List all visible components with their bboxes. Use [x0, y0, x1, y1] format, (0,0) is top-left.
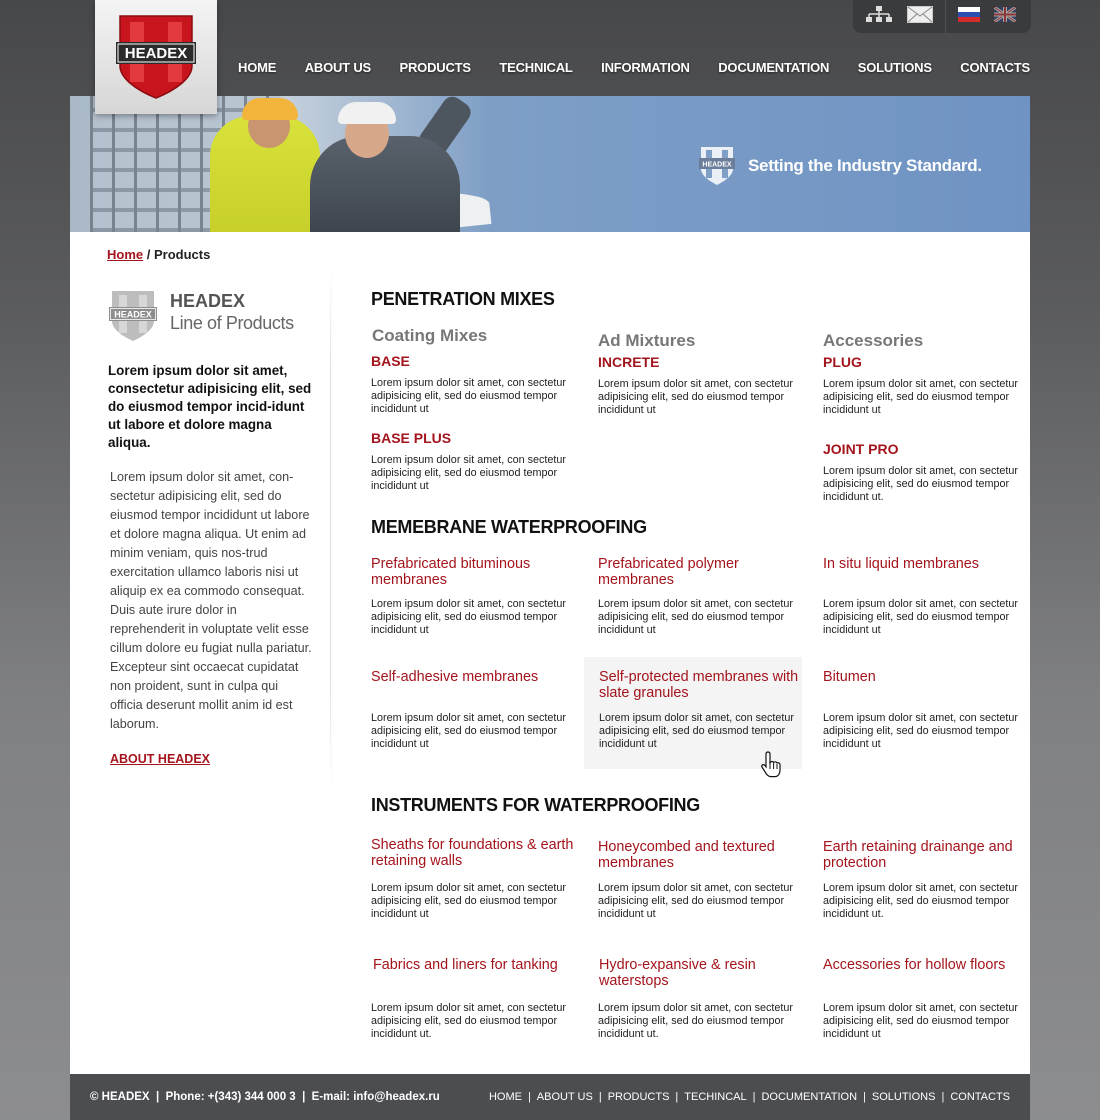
flag-ru-icon[interactable] — [958, 7, 980, 27]
footer-nav — [489, 1091, 1010, 1103]
nav-products[interactable]: PRODUCTS — [399, 60, 471, 75]
product-item[interactable] — [823, 354, 1028, 417]
sidebar-body: Lorem ipsum dolor sit amet, con-sectetur adipisicing elit, sed do eiusmod tempor incididunt ut labore et dolore magna aliqua. Ut enim ad minim veniam, quis nos-trud exercitation ullamco laboris nisi ut aliquip ex ea commodo consequat. Duis aute irure dolor in reprehenderit in voluptate velit esse cillum dolore eu fugiat nulla pariatur. Excepteur sint occaecat cupidatat non proident, sunt in culpa qui officia deserunt mollit anim id est laborum. — [110, 470, 312, 731]
column-head-admixtures: Ad Mixtures — [598, 331, 696, 350]
sidebar — [108, 290, 313, 768]
banner-worker-suit — [310, 136, 460, 232]
section-title-penetration: PENETRATION MIXES — [371, 289, 555, 309]
product-item[interactable] — [371, 669, 576, 751]
footer-link-products[interactable]: PRODUCTS — [607, 1091, 670, 1103]
footer-separator: | — [675, 1091, 679, 1103]
slogan-text: Setting the Industry Standard. — [748, 156, 982, 175]
product-title[interactable]: Accessories for hollow floors — [823, 957, 1006, 973]
about-headex-link[interactable]: ABOUT HEADEX — [110, 752, 211, 766]
product-desc: Lorem ipsum dolor sit amet, con sectetur adipisicing elit, sed do eiusmod tempor incididunt ut — [371, 454, 567, 492]
utility-group-languages — [946, 0, 1028, 33]
product-desc: Lorem ipsum dolor sit amet, con sectetur adipisicing elit, sed do eiusmod tempor incididunt ut — [371, 598, 567, 636]
product-title[interactable]: JOINT PRO — [823, 441, 899, 457]
banner-hardhat — [242, 98, 298, 120]
product-title[interactable]: Prefabricated bituminous membranes — [371, 556, 531, 588]
product-desc: Lorem ipsum dolor sit amet, con sectetur adipisicing elit, sed do eiusmod tempor incididunt ut. — [598, 1002, 794, 1040]
flag-uk-icon[interactable] — [994, 7, 1016, 27]
breadcrumb-current: Products — [153, 247, 211, 262]
product-title[interactable]: BASE PLUS — [371, 430, 452, 446]
product-desc: Lorem ipsum dolor sit amet, con sectetur adipisicing elit, sed do eiusmod tempor incididunt ut — [371, 377, 567, 415]
product-title[interactable]: In situ liquid membranes — [823, 556, 979, 572]
product-title[interactable]: Prefabricated polymer membranes — [598, 556, 739, 588]
breadcrumb — [107, 247, 210, 262]
product-item[interactable] — [599, 957, 804, 1041]
product-desc: Lorem ipsum dolor sit amet, con sectetur adipisicing elit, sed do eiusmod tempor incididunt ut. — [823, 882, 1019, 920]
product-title[interactable]: BASE — [371, 353, 410, 369]
column-head-coating: Coating Mixes — [372, 326, 488, 345]
product-item[interactable] — [371, 430, 576, 493]
section-title-membrane: MEMEBRANE WATERPROOFING — [371, 517, 647, 537]
footer-separator: | — [752, 1091, 756, 1103]
product-desc: Lorem ipsum dolor sit amet, con sectetur adipisicing elit, sed do eiusmod tempor incididunt ut — [823, 712, 1019, 750]
product-desc: Lorem ipsum dolor sit amet, con sectetur adipisicing elit, sed do eiusmod tempor incididunt ut — [598, 598, 794, 636]
product-item[interactable] — [598, 839, 803, 921]
column-head-accessories: Accessories — [823, 331, 924, 350]
banner-photo — [70, 96, 490, 232]
sidebar-lead: Lorem ipsum dolor sit amet, consectetur adipisicing elit, sed do eiusmod tempor incid-idunt ut labore et dolore magna aliqua. — [108, 363, 312, 450]
mail-icon[interactable] — [907, 6, 933, 28]
main-nav — [238, 60, 1030, 80]
content-area — [70, 232, 1030, 1074]
svg-text:HEADEX: HEADEX — [702, 161, 732, 169]
product-item[interactable] — [823, 669, 1028, 751]
product-item[interactable] — [371, 837, 576, 921]
nav-information[interactable]: INFORMATION — [601, 60, 690, 75]
sitemap-icon[interactable] — [865, 6, 893, 27]
product-item[interactable] — [599, 669, 804, 751]
product-item[interactable] — [371, 353, 576, 416]
hand-cursor-icon — [760, 750, 784, 785]
utility-bar — [853, 0, 1031, 33]
hero-banner — [70, 96, 1030, 232]
product-desc: Lorem ipsum dolor sit amet, con sectetur adipisicing elit, sed do eiusmod tempor incididunt ut — [598, 882, 794, 920]
footer-contact-info: © HEADEX | Phone: +(343) 344 000 3 | E-mail: info@headex.ru — [90, 1091, 440, 1103]
product-title[interactable]: Fabrics and liners for tanking — [373, 957, 558, 973]
svg-text:HEADEX: HEADEX — [124, 45, 188, 62]
utility-group-tools — [853, 0, 945, 33]
footer-link-about-us[interactable]: ABOUT US — [536, 1091, 593, 1103]
footer-link-documentation[interactable]: DOCUMENTATION — [761, 1091, 858, 1103]
product-desc: Lorem ipsum dolor sit amet, con sectetur adipisicing elit, sed do eiusmod tempor incididunt ut. — [371, 1002, 567, 1040]
product-item[interactable] — [373, 957, 578, 1041]
sidebar-heading — [170, 290, 294, 334]
product-title[interactable]: Bitumen — [823, 669, 876, 685]
product-desc: Lorem ipsum dolor sit amet, con sectetur adipisicing elit, sed do eiusmod tempor incididunt ut. — [823, 465, 1019, 503]
product-desc: Lorem ipsum dolor sit amet, con sectetur adipisicing elit, sed do eiusmod tempor incididunt ut — [823, 598, 1019, 636]
sidebar-subtitle: Line of Products — [170, 313, 294, 333]
sidebar-divider — [330, 272, 331, 782]
nav-technical[interactable]: TECHNICAL — [499, 60, 573, 75]
footer-link-home[interactable]: HOME — [488, 1091, 522, 1103]
product-item[interactable] — [598, 556, 803, 637]
footer-separator: | — [863, 1091, 866, 1103]
product-item[interactable] — [823, 441, 1028, 504]
nav-solutions[interactable]: SOLUTIONS — [857, 60, 932, 75]
footer-separator: | — [598, 1091, 602, 1103]
footer-link-technical[interactable]: TECHINCAL — [684, 1091, 747, 1103]
product-item[interactable] — [823, 957, 1028, 1041]
footer — [70, 1074, 1030, 1120]
svg-text:HEADEX: HEADEX — [114, 309, 152, 320]
headex-gray-logo-icon — [108, 290, 158, 342]
product-title[interactable]: Honeycombed and textured membranes — [598, 839, 775, 871]
footer-separator: | — [527, 1091, 531, 1103]
product-item[interactable] — [823, 556, 1028, 637]
product-item[interactable] — [823, 839, 1028, 921]
sidebar-logo — [108, 290, 313, 342]
product-title[interactable]: PLUG — [823, 354, 862, 370]
product-desc: Lorem ipsum dolor sit amet, con sectetur adipisicing elit, sed do eiusmod tempor incididunt ut — [371, 712, 567, 750]
product-title[interactable]: Sheaths for foundations & earth retaining walls — [371, 837, 574, 869]
product-desc: Lorem ipsum dolor sit amet, con sectetur adipisicing elit, sed do eiusmod tempor incididunt ut — [823, 378, 1019, 416]
section-title-instruments: INSTRUMENTS FOR WATERPROOFING — [371, 795, 700, 815]
headex-shield-logo-icon — [114, 14, 198, 100]
product-title[interactable]: Self-protected membranes with slate granules — [599, 669, 799, 701]
product-desc: Lorem ipsum dolor sit amet, con sectetur adipisicing elit, sed do eiusmod tempor incididunt ut — [598, 378, 794, 416]
product-title[interactable]: Earth retaining drainange and protection — [823, 839, 1013, 871]
product-desc: Lorem ipsum dolor sit amet, con sectetur adipisicing elit, sed do eiusmod tempor incididunt ut — [599, 712, 795, 750]
nav-documentation[interactable]: DOCUMENTATION — [718, 60, 830, 75]
footer-separator: | — [941, 1091, 945, 1103]
footer-link-contacts[interactable]: CONTACTS — [950, 1091, 1010, 1103]
nav-home[interactable]: HOME — [238, 60, 277, 75]
banner-white-hardhat — [338, 102, 396, 124]
product-item[interactable] — [598, 354, 803, 417]
nav-contacts[interactable]: CONTACTS — [960, 60, 1030, 75]
product-title[interactable]: Self-adhesive membranes — [371, 669, 539, 685]
product-desc: Lorem ipsum dolor sit amet, con sectetur adipisicing elit, sed do eiusmod tempor incididunt ut — [823, 1002, 1019, 1040]
product-title[interactable]: INCRETE — [598, 354, 660, 370]
product-title[interactable]: Hydro-expansive & resin waterstops — [599, 957, 756, 989]
footer-link-solutions[interactable]: SOLUTIONS — [871, 1091, 936, 1103]
breadcrumb-home-link[interactable]: Home — [107, 247, 144, 262]
product-item[interactable] — [371, 556, 576, 637]
product-desc: Lorem ipsum dolor sit amet, con sectetur adipisicing elit, sed do eiusmod tempor incididunt ut — [371, 882, 567, 920]
nav-about-us[interactable]: ABOUT US — [304, 60, 371, 75]
headex-small-logo-icon — [698, 146, 736, 186]
sidebar-title: HEADEX — [170, 291, 246, 311]
banner-slogan — [698, 146, 982, 186]
site-logo[interactable] — [95, 0, 217, 114]
breadcrumb-separator: / — [143, 247, 154, 262]
